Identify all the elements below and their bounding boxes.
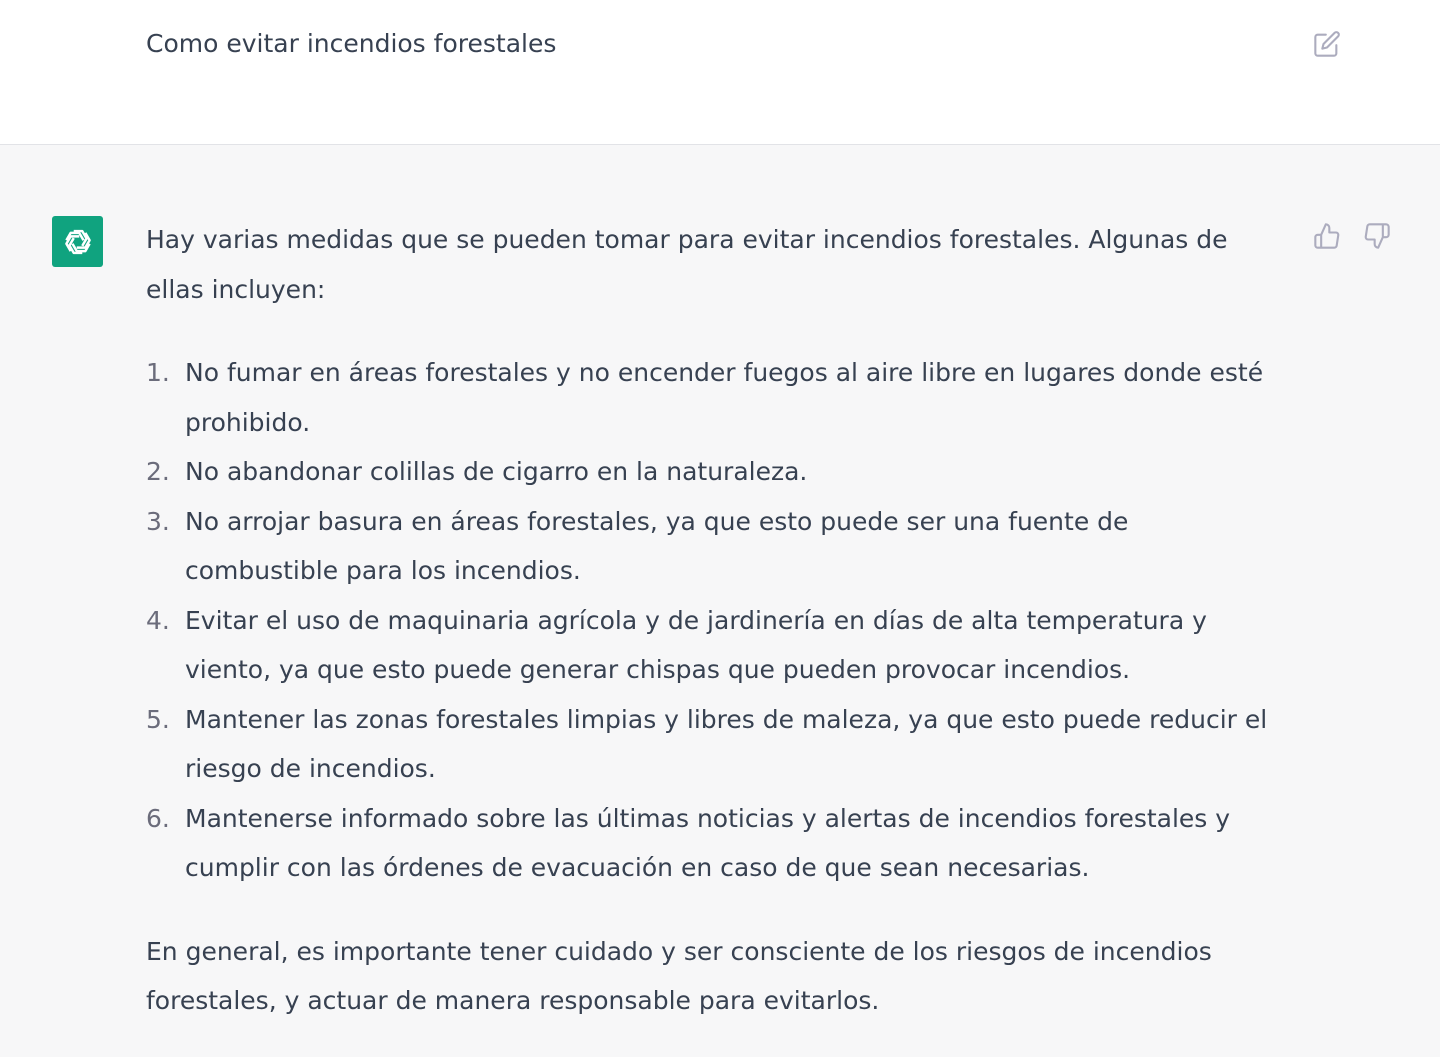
list-item: 2. No abandonar colillas de cigarro en la naturaleza.	[146, 457, 808, 486]
edit-icon	[1313, 30, 1341, 58]
thumb-up-icon	[1313, 222, 1341, 250]
thumb-down-button[interactable]	[1362, 221, 1392, 251]
assistant-message	[0, 145, 1440, 1057]
assistant-message-content	[146, 215, 1286, 1026]
thumb-down-icon	[1363, 222, 1391, 250]
assistant-conclusion: En general, es importante tener cuidado y ser consciente de los riesgos de incendios forestales, y actuar de manera responsable para evitarlos.	[146, 936, 1212, 1015]
user-message	[0, 0, 1440, 145]
user-message-text: Como evitar incendios forestales	[146, 29, 557, 58]
openai-logo-icon	[59, 223, 97, 261]
assistant-intro: Hay varias medidas que se pueden tomar para evitar incendios forestales. Algunas de ellas incluyen:	[146, 225, 1228, 304]
list-item: 1. No fumar en áreas forestales y no encender fuegos al aire libre en lugares donde esté prohibido.	[146, 358, 1264, 437]
edit-message-button[interactable]	[1309, 26, 1345, 62]
thumb-up-button[interactable]	[1312, 221, 1342, 251]
list-item: 3. No arrojar basura en áreas forestales, ya que esto puede ser una fuente de combustible para los incendios.	[146, 506, 1129, 585]
measures-list	[146, 348, 1286, 893]
list-item: 4. Evitar el uso de maquinaria agrícola y de jardinería en días de alta temperatura y viento, ya que esto puede generar chispas que pueden provocar incendios.	[146, 605, 1207, 684]
assistant-avatar	[52, 216, 103, 267]
list-item: 6. Mantenerse informado sobre las últimas noticias y alertas de incendios forestales y cumplir con las órdenes de evacuación en caso de que sean necesarias.	[146, 803, 1231, 882]
list-item: 5. Mantener las zonas forestales limpias y libres de maleza, ya que esto puede reducir el riesgo de incendios.	[146, 704, 1268, 783]
